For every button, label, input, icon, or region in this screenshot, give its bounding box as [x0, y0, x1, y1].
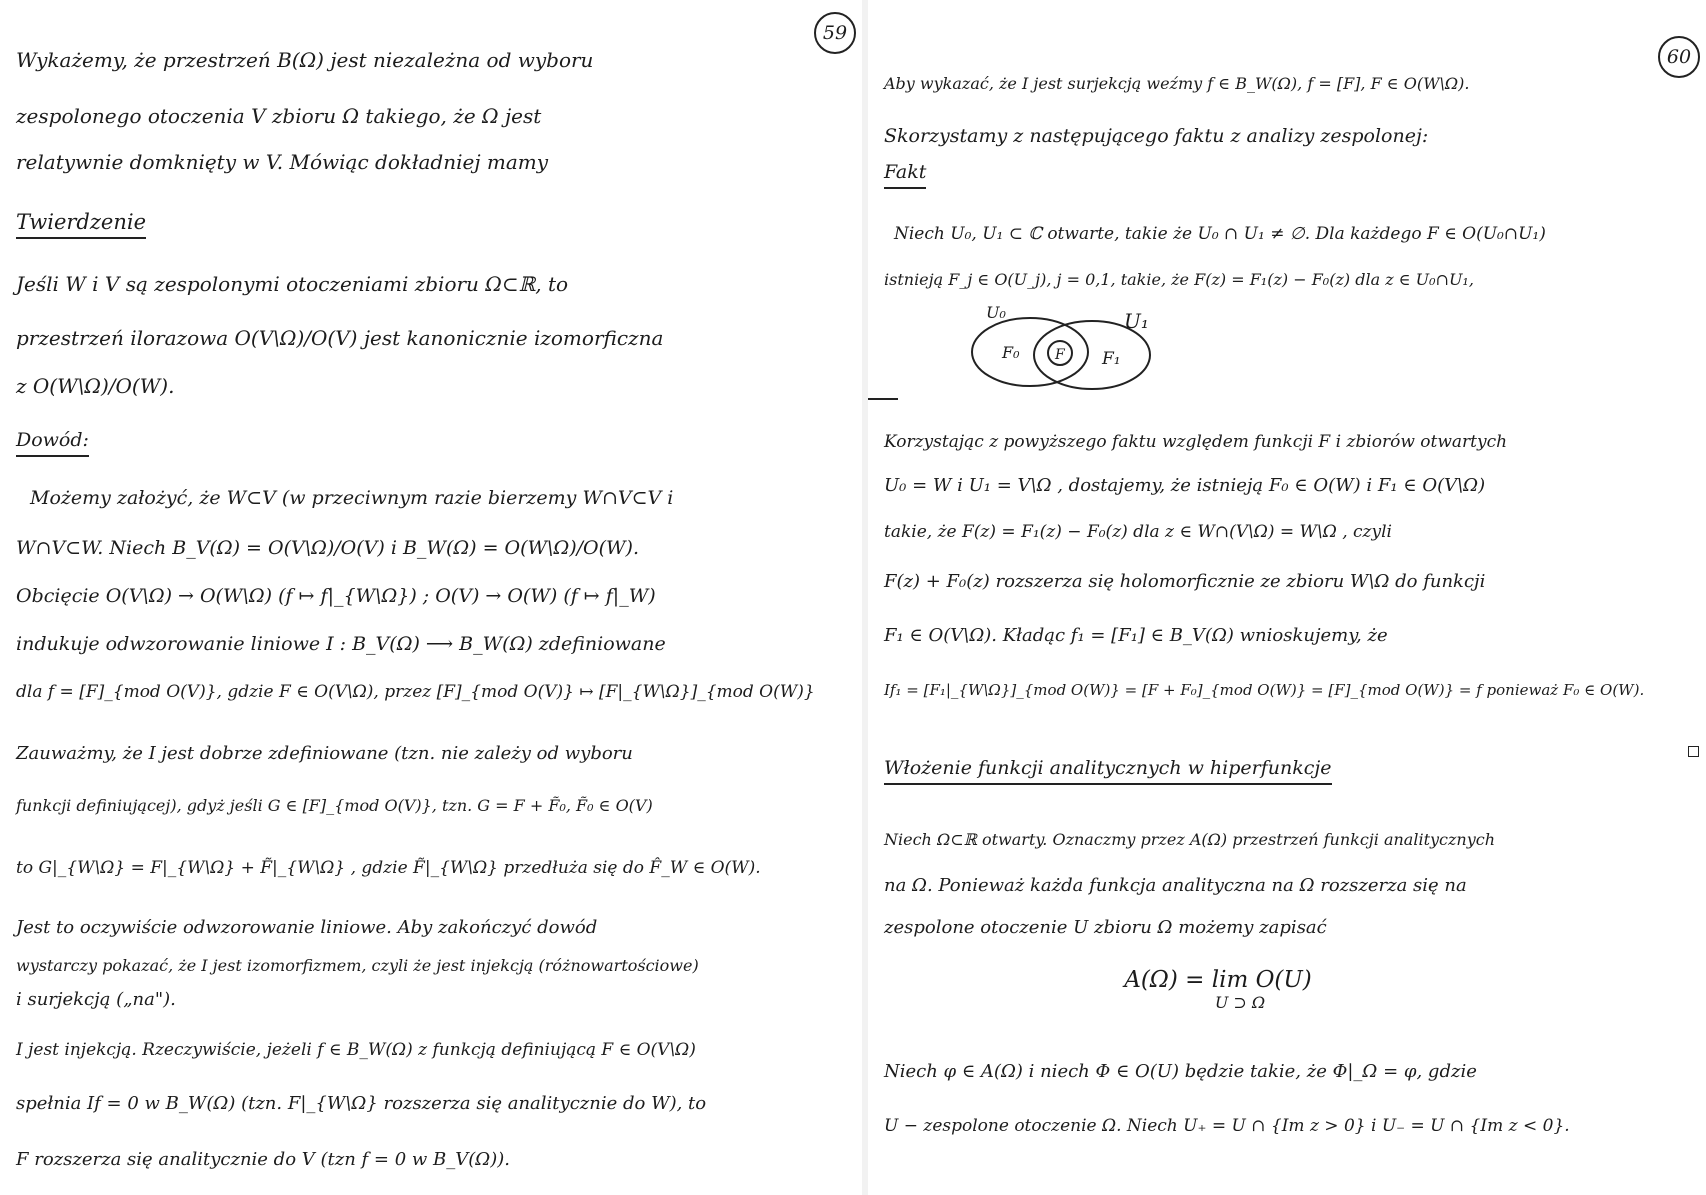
- proof-line: Zauważmy, że I jest dobrze zdefiniowane (tzn. nie zależy od wyboru: [16, 743, 633, 764]
- label-u1: U₁: [1124, 309, 1149, 333]
- proof-line: F rozszerza się analitycznie do V (tzn f = 0 w B_V(Ω)).: [16, 1149, 510, 1170]
- proof-line: W∩V⊂W. Niech B_V(Ω) = O(V\Ω)/O(V) i B_W(Ω) = O(W\Ω)/O(W).: [16, 537, 639, 559]
- theorem-line: Jeśli W i V są zespolonymi otoczeniami zbioru Ω⊂ℝ, to: [16, 272, 569, 296]
- section-line: zespolone otoczenie U zbioru Ω możemy zapisać: [884, 917, 1327, 938]
- proof-line: wystarczy pokazać, że I jest izomorfizmem, czyli że jest injekcją (różnowartościowe): [16, 956, 699, 975]
- proof-line: i surjekcją („na").: [16, 989, 176, 1010]
- label-f: F: [1055, 347, 1065, 363]
- set-u0-ellipse: [972, 318, 1088, 386]
- application-line: F₁ ∈ O(V\Ω). Kładąc f₁ = [F₁] ∈ B_V(Ω) wnioskujemy, że: [884, 625, 1388, 646]
- intro-line: zespolonego otoczenia V zbioru Ω takiego, że Ω jest: [16, 104, 542, 128]
- end-of-proof-square: [1688, 746, 1699, 757]
- page-number: 59: [814, 12, 856, 54]
- proof-line: Jest to oczywiście odwzorowanie liniowe. Aby zakończyć dowód: [16, 917, 598, 938]
- application-line: Korzystając z powyższego faktu względem funkcji F i zbiorów otwartych: [884, 432, 1508, 452]
- closing-line: Niech φ ∈ A(Ω) i niech Φ ∈ O(U) będzie takie, że Φ|_Ω = φ, gdzie: [884, 1061, 1477, 1082]
- fact-line: istnieją F_j ∈ O(U_j), j = 0,1, takie, że F(z) = F₁(z) − F₀(z) dla z ∈ U₀∩U₁,: [884, 270, 1474, 289]
- intro-line: Wykażemy, że przestrzeń B(Ω) jest niezależna od wyboru: [16, 48, 594, 72]
- intro-line: relatywnie domknięty w V. Mówiąc dokładniej mamy: [16, 150, 549, 174]
- section-line: na Ω. Ponieważ każda funkcja analityczna na Ω rozszerza się na: [884, 875, 1467, 896]
- formula-subscript: U ⊃ Ω: [1214, 993, 1266, 1012]
- proof-line: Obcięcie O(V\Ω) → O(W\Ω) (f ↦ f|_{W\Ω}) ; O(V) → O(W) (f ↦ f|_W): [16, 585, 656, 607]
- label-f0: F₀: [1002, 343, 1020, 362]
- application-line: U₀ = W i U₁ = V\Ω , dostajemy, że istnieją F₀ ∈ O(W) i F₁ ∈ O(V\Ω): [884, 475, 1486, 496]
- proof-line: spełnia If = 0 w B_W(Ω) (tzn. F|_{W\Ω} rozszerza się analitycznie do W), to: [16, 1093, 707, 1114]
- label-f1: F₁: [1102, 349, 1121, 369]
- closing-line: U − zespolone otoczenie Ω. Niech U₊ = U ∩ {Im z > 0} i U₋ = U ∩ {Im z < 0}.: [884, 1116, 1570, 1136]
- proof-line: indukuje odwzorowanie liniowe I : B_V(Ω) ⟶ B_W(Ω) zdefiniowane: [16, 633, 666, 655]
- label-u0: U₀: [986, 303, 1006, 322]
- proof-line: to G|_{W\Ω} = F|_{W\Ω} + F̃|_{W\Ω} , gdzie F̃|_{W\Ω} przedłuża się do F̂_W ∈ O(W).: [16, 858, 761, 878]
- sets-diagram: [968, 300, 1158, 396]
- intro-line: Skorzystamy z następującego faktu z analizy zespolonej:: [884, 125, 1429, 147]
- application-line: F(z) + F₀(z) rozszerza się holomorficznie ze zbioru W\Ω do funkcji: [884, 571, 1486, 592]
- theorem-heading: Twierdzenie: [16, 210, 146, 239]
- proof-heading: Dowód:: [16, 428, 89, 457]
- proof-line: I jest injekcją. Rzeczywiście, jeżeli f ∈ B_W(Ω) z funkcją definiującą F ∈ O(V\Ω): [16, 1040, 696, 1060]
- right-page: [868, 0, 1706, 1195]
- page-number: 60: [1658, 36, 1700, 78]
- formula-main: A(Ω) = lim O(U): [1124, 967, 1312, 993]
- theorem-line: z O(W\Ω)/O(W).: [16, 374, 175, 398]
- theorem-line: przestrzeń ilorazowa O(V\Ω)/O(V) jest kanonicznie izomorficzna: [16, 326, 664, 350]
- direct-limit-formula: [1098, 966, 1338, 1012]
- proof-line: funkcji definiującej), gdyż jeśli G ∈ [F]_{mod O(V)}, tzn. G = F + F̃₀, F̃₀ ∈ O(V): [16, 796, 653, 815]
- proof-line: Możemy założyć, że W⊂V (w przeciwnym razie bierzemy W∩V⊂V i: [30, 487, 674, 509]
- proof-line: dla f = [F]_{mod O(V)}, gdzie F ∈ O(V\Ω), przez [F]_{mod O(V)} ↦ [F|_{W\Ω}]_{mod O(W)}: [16, 682, 815, 702]
- application-line: takie, że F(z) = F₁(z) − F₀(z) dla z ∈ W∩(V\Ω) = W\Ω , czyli: [884, 522, 1392, 542]
- section-line: Niech Ω⊂ℝ otwarty. Oznaczmy przez A(Ω) przestrzeń funkcji analitycznych: [884, 830, 1496, 849]
- fact-heading: Fakt: [884, 160, 926, 189]
- section-heading: Włożenie funkcji analitycznych w hiperfunkcje: [884, 756, 1332, 785]
- intro-line: Aby wykazać, że I jest surjekcją weźmy f ∈ B_W(Ω), f = [F], F ∈ O(W\Ω).: [884, 74, 1470, 93]
- fact-line: Niech U₀, U₁ ⊂ ℂ otwarte, takie że U₀ ∩ U₁ ≠ ∅. Dla każdego F ∈ O(U₀∩U₁): [894, 224, 1546, 244]
- application-line: If₁ = [F₁|_{W\Ω}]_{mod O(W)} = [F + F₀]_{mod O(W)} = [F]_{mod O(W)} = f ponieważ F₀ ∈ O(W).: [884, 681, 1645, 699]
- section-divider: [868, 398, 898, 400]
